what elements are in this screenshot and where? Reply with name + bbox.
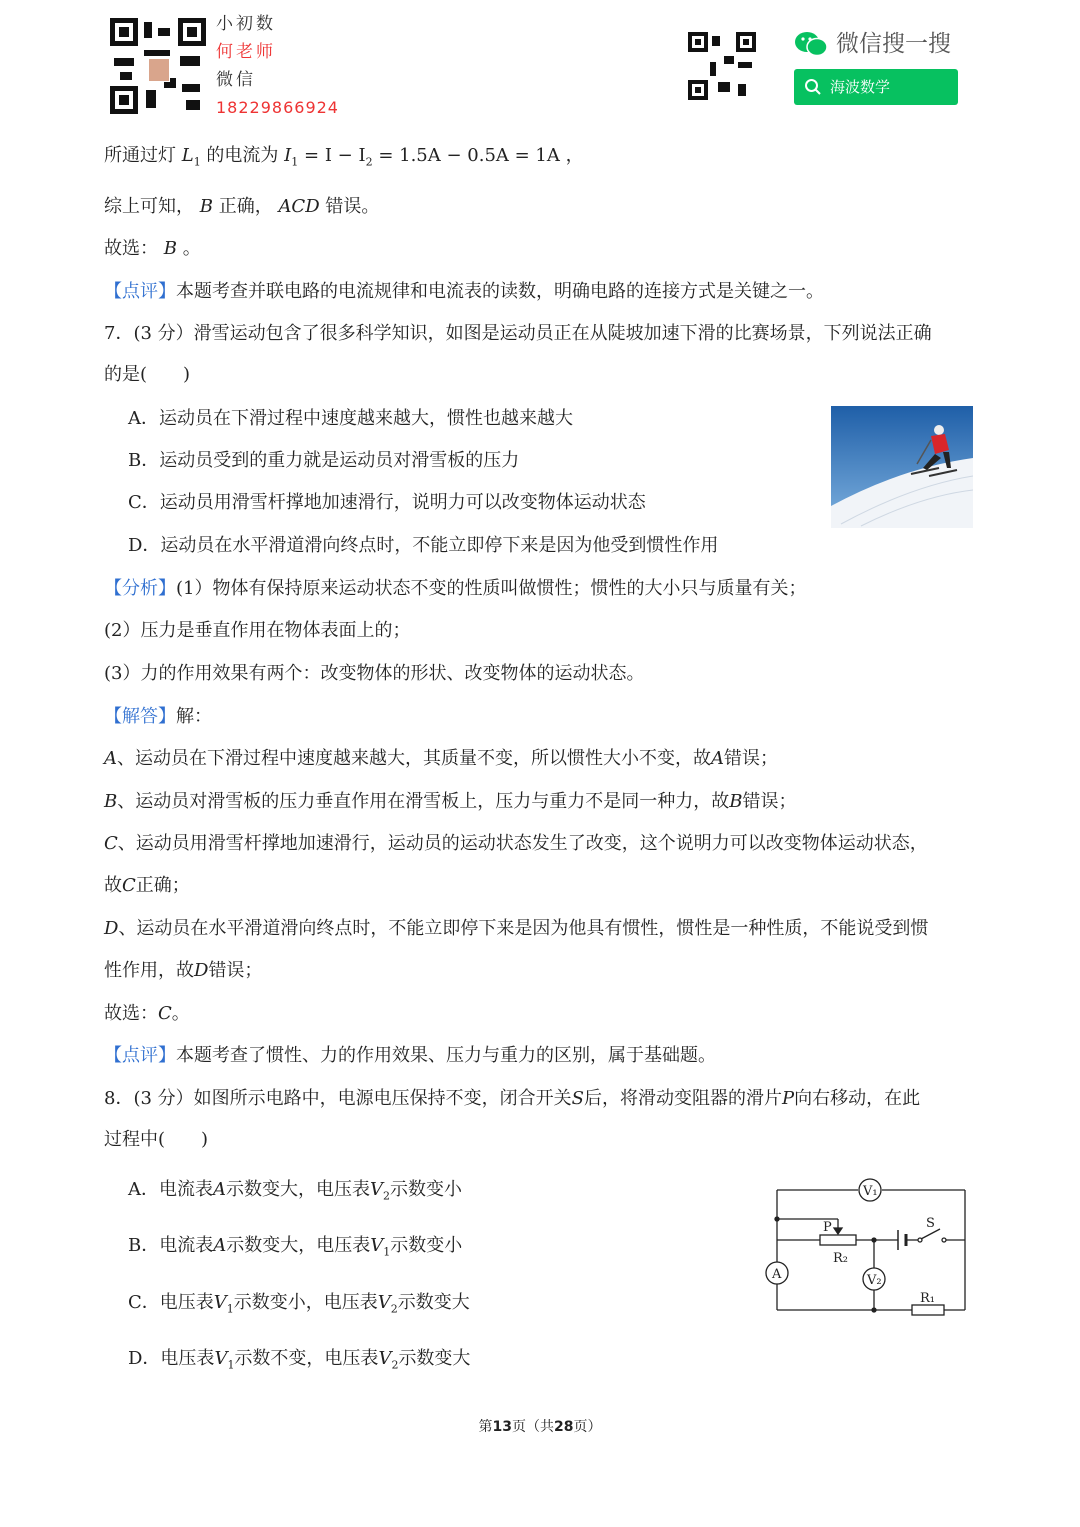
q7-review-line: 【点评】本题考查了惯性、力的作用效果、压力与重力的区别，属于基础题。 bbox=[104, 1045, 716, 1066]
voltmeter-v1-label: V₁ bbox=[863, 1184, 878, 1199]
contact-line3: 微信 bbox=[216, 70, 256, 90]
q7-stem-line1: 7．(3 分）滑雪运动包含了很多科学知识，如图是运动员正在从陡坡加速下滑的比赛场景，下列说法正确 bbox=[104, 323, 932, 344]
q7-option-d[interactable]: D．运动员在水平滑道滑向终点时，不能立即停下来是因为他受到惯性作用 bbox=[128, 535, 719, 556]
solution-tag: 【解答】 bbox=[104, 706, 176, 727]
q7-analysis-line3: (3）力的作用效果有两个：改变物体的形状、改变物体的运动状态。 bbox=[104, 663, 645, 684]
contact-phone: 18229866924 bbox=[216, 98, 339, 117]
switch-s-label: S bbox=[926, 1216, 935, 1231]
slider-p-label: P bbox=[823, 1220, 832, 1235]
q7-solution-d: D、运动员在水平滑道滑向终点时，不能立即停下来是因为他具有惯性，惯性是一种性质，不能说受到惯 bbox=[104, 918, 929, 939]
prev-current-line: 所通过灯 $L_1$ 的电流为 $I_1 = I - I_2 = 1.5A - 0.5A = 1A$ ， bbox=[104, 145, 584, 169]
q7-analysis-line1: 【分析】(1）物体有保持原来运动状态不变的性质叫做惯性；惯性的大小只与质量有关； bbox=[104, 578, 807, 599]
current-page-number: 13 bbox=[492, 1419, 512, 1435]
rheostat-r2-label: R₂ bbox=[833, 1251, 848, 1266]
q8-option-c[interactable]: C．电压表$V_1$示数变小，电压表$V_2$示数变大 bbox=[128, 1292, 470, 1316]
q8-stem-line2: 过程中( ) bbox=[104, 1129, 209, 1150]
prev-conclusion-line: 综上可知， B 正确， ACD 错误。 bbox=[104, 196, 380, 217]
wechat-search-label: 海波数学 bbox=[830, 78, 891, 96]
skier-photo bbox=[831, 406, 973, 528]
rheostat-r2-icon bbox=[820, 1235, 856, 1245]
contact-line2: 何老师 bbox=[216, 42, 276, 62]
slider-p-arrow-icon bbox=[834, 1228, 842, 1234]
search-icon bbox=[804, 78, 822, 96]
wechat-qr-code bbox=[688, 32, 756, 100]
resistor-r1-label: R₁ bbox=[920, 1291, 935, 1306]
q7-choice-line: 故选：C。 bbox=[104, 1003, 190, 1024]
voltmeter-v2-label: V₂ bbox=[867, 1273, 882, 1288]
total-pages-number: 28 bbox=[554, 1419, 574, 1435]
q8-stem-line1: 8．(3 分）如图所示电路中，电源电压保持不变，闭合开关S后，将滑动变阻器的滑片P向右移动，在此 bbox=[104, 1088, 921, 1109]
wechat-search-button[interactable] bbox=[794, 69, 958, 105]
wechat-search-title: 微信搜一搜 bbox=[836, 31, 951, 57]
q7-solution-c: C、运动员用滑雪杆撑地加速滑行，运动员的运动状态发生了改变，这个说明力可以改变物体运动状态， bbox=[104, 833, 928, 854]
contact-avatar bbox=[148, 58, 170, 82]
review-tag: 【点评】 bbox=[104, 1045, 176, 1066]
circuit-diagram bbox=[760, 1176, 975, 1316]
q7-option-a[interactable]: A．运动员在下滑过程中速度越来越大，惯性也越来越大 bbox=[128, 408, 573, 429]
contact-qr-code bbox=[110, 18, 206, 114]
contact-line1: 小初数 bbox=[216, 14, 276, 34]
resistor-r1-icon bbox=[912, 1305, 944, 1315]
q7-analysis-line2: (2）压力是垂直作用在物体表面上的； bbox=[104, 620, 411, 641]
q7-solution-b: B、运动员对滑雪板的压力垂直作用在滑雪板上，压力与重力不是同一种力，故B错误； bbox=[104, 791, 797, 812]
q7-solution-d2: 性作用，故D错误； bbox=[104, 960, 263, 981]
q7-solution-c2: 故C正确； bbox=[104, 875, 190, 896]
review-tag: 【点评】 bbox=[104, 281, 176, 302]
prev-choice-line: 故选： B 。 bbox=[104, 238, 201, 259]
prev-review-line: 【点评】本题考查并联电路的电流规律和电流表的读数，明确电路的连接方式是关键之一。 bbox=[104, 281, 824, 302]
wechat-logo-icon bbox=[794, 30, 828, 58]
q7-option-c[interactable]: C．运动员用滑雪杆撑地加速滑行，说明力可以改变物体运动状态 bbox=[128, 492, 646, 513]
ammeter-label: A bbox=[772, 1267, 782, 1282]
q8-option-d[interactable]: D．电压表$V_1$示数不变，电压表$V_2$示数变大 bbox=[128, 1348, 471, 1372]
q8-option-b[interactable]: B．电流表A示数变大，电压表$V_1$示数变小 bbox=[128, 1235, 463, 1259]
q7-option-b[interactable]: B．运动员受到的重力就是运动员对滑雪板的压力 bbox=[128, 450, 520, 471]
q7-stem-line2: 的是( ) bbox=[104, 364, 191, 385]
page-footer: 第13页（共28页） bbox=[478, 1419, 602, 1435]
q8-option-a[interactable]: A．电流表A示数变大，电压表$V_2$示数变小 bbox=[128, 1179, 462, 1203]
q7-solution-intro: 【解答】解： bbox=[104, 706, 212, 727]
q7-solution-a: A、运动员在下滑过程中速度越来越大，其质量不变，所以惯性大小不变，故A错误； bbox=[104, 748, 778, 769]
analysis-tag: 【分析】 bbox=[104, 578, 176, 599]
